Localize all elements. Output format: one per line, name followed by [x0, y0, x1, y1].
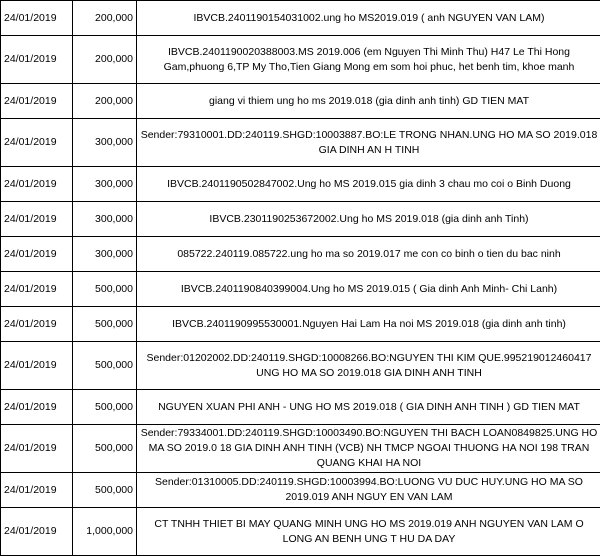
description-cell: IBVCB.2401190840399004.Ung ho MS 2019.015 ( Gia dinh Anh Minh- Chi Lanh)	[137, 272, 600, 307]
date-cell: 24/01/2019	[1, 473, 73, 508]
donation-table-body	[1, 1, 600, 556]
amount-cell: 300,000	[73, 237, 137, 272]
description-cell: IBVCB.2401190502847002.Ung ho MS 2019.015 gia dinh 3 chau mo coi o Binh Duong	[137, 167, 600, 202]
amount-cell: 300,000	[73, 202, 137, 237]
date-cell: 24/01/2019	[1, 167, 73, 202]
table-row	[1, 202, 600, 237]
description-cell: Sender:79334001.DD:240119.SHGD:10003490.BO:NGUYEN THI BACH LOAN0849825.UNG HO MA SO 2019.0 18 GIA DINH ANH TINH (VCB) NH TMCP NGOAI THUONG HA NOI 198 TRAN QUANG KHAI HA NOI	[137, 425, 600, 473]
description-cell: IBVCB.2401190995530001.Nguyen Hai Lam Ha noi MS 2019.018 (gia dinh anh tinh)	[137, 307, 600, 342]
table-row	[1, 272, 600, 307]
amount-cell: 200,000	[73, 1, 137, 36]
amount-cell: 200,000	[73, 84, 137, 119]
amount-cell: 1,000,000	[73, 508, 137, 556]
date-cell: 24/01/2019	[1, 84, 73, 119]
date-cell: 24/01/2019	[1, 1, 73, 36]
date-cell: 24/01/2019	[1, 508, 73, 556]
table-row	[1, 390, 600, 425]
date-cell: 24/01/2019	[1, 36, 73, 84]
date-cell: 24/01/2019	[1, 425, 73, 473]
description-cell: Sender:01310005.DD:240119.SHGD:10003994.BO:LUONG VU DUC HUY.UNG HO MA SO 2019.019 ANH NGUY EN VAN LAM	[137, 473, 600, 508]
table-row	[1, 84, 600, 119]
table-row	[1, 36, 600, 84]
amount-cell: 300,000	[73, 167, 137, 202]
description-cell: Sender:01202002.DD:240119.SHGD:10008266.BO:NGUYEN THI KIM QUE.995219012460417 UNG HO MA SO 2019.018 GIA DINH ANH TINH	[137, 342, 600, 390]
amount-cell: 500,000	[73, 425, 137, 473]
table-row	[1, 473, 600, 508]
amount-cell: 200,000	[73, 36, 137, 84]
table-row	[1, 167, 600, 202]
table-row	[1, 237, 600, 272]
date-cell: 24/01/2019	[1, 237, 73, 272]
date-cell: 24/01/2019	[1, 342, 73, 390]
description-cell: Sender:79310001.DD:240119.SHGD:10003887.BO:LE TRONG NHAN.UNG HO MA SO 2019.018 GIA DINH AN H TINH	[137, 119, 600, 167]
amount-cell: 500,000	[73, 307, 137, 342]
amount-cell: 300,000	[73, 119, 137, 167]
amount-cell: 500,000	[73, 272, 137, 307]
description-cell: 085722.240119.085722.ung ho ma so 2019.017 me con co binh o tien du bac ninh	[137, 237, 600, 272]
description-cell: IBVCB.2401190154031002.ung ho MS2019.019 ( anh NGUYEN VAN LAM)	[137, 1, 600, 36]
description-cell: CT TNHH THIET BI MAY QUANG MINH UNG HO MS 2019.019 ANH NGUYEN VAN LAM O LONG AN BENH UNG T HU DA DAY	[137, 508, 600, 556]
description-cell: NGUYEN XUAN PHI ANH - UNG HO MS 2019.018 ( GIA DINH ANH TINH ) GD TIEN MAT	[137, 390, 600, 425]
table-row	[1, 508, 600, 556]
date-cell: 24/01/2019	[1, 307, 73, 342]
description-cell: IBVCB.2401190020388003.MS 2019.006 (em Nguyen Thi Minh Thu) H47 Le Thi Hong Gam,phuong 6,TP My Tho,Tien Giang Mong em som hoi phuc, het benh tim, khoe manh	[137, 36, 600, 84]
amount-cell: 500,000	[73, 390, 137, 425]
amount-cell: 500,000	[73, 342, 137, 390]
table-row	[1, 425, 600, 473]
amount-cell: 500,000	[73, 473, 137, 508]
description-cell: IBVCB.2301190253672002.Ung ho MS 2019.018 (gia dinh anh Tinh)	[137, 202, 600, 237]
description-cell: giang vi thiem ung ho ms 2019.018 (gia dinh anh tinh) GD TIEN MAT	[137, 84, 600, 119]
date-cell: 24/01/2019	[1, 119, 73, 167]
table-row	[1, 1, 600, 36]
table-row	[1, 342, 600, 390]
table-row	[1, 307, 600, 342]
date-cell: 24/01/2019	[1, 272, 73, 307]
table-row	[1, 119, 600, 167]
date-cell: 24/01/2019	[1, 202, 73, 237]
date-cell: 24/01/2019	[1, 390, 73, 425]
